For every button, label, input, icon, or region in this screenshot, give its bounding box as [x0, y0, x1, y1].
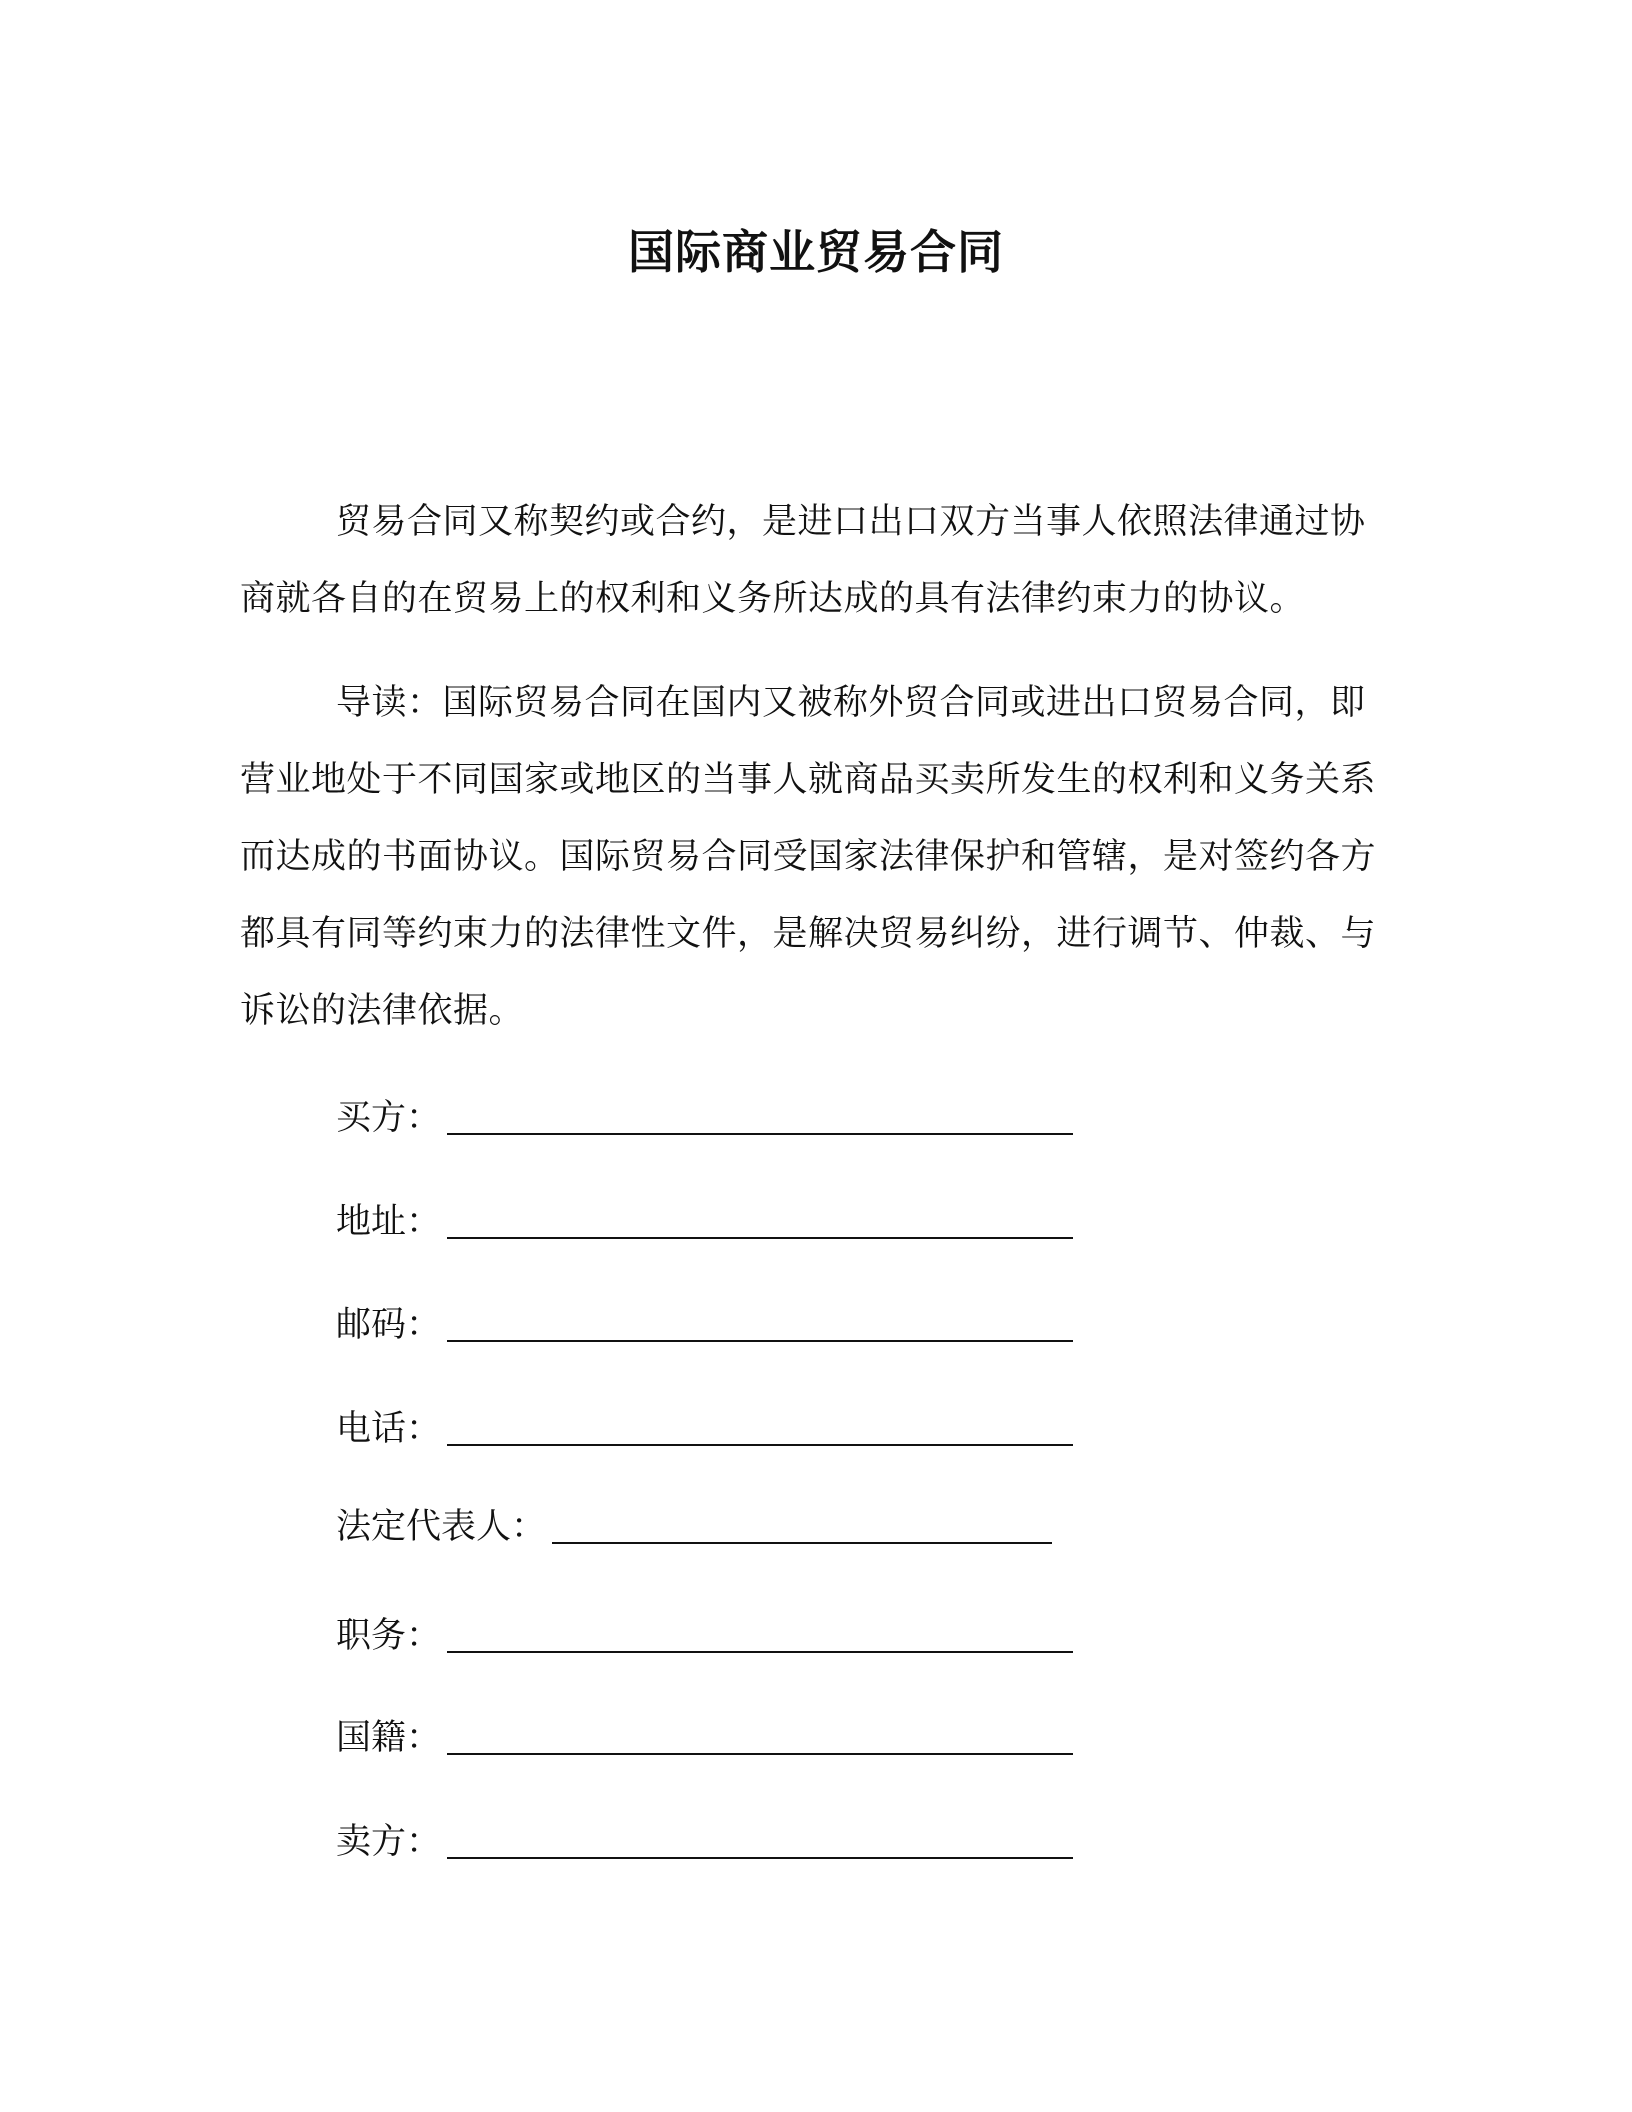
address-field	[336, 1197, 1073, 1247]
postcode-label: 邮码：	[336, 1305, 442, 1345]
nationality-field	[336, 1713, 1073, 1763]
position-blank-line[interactable]	[447, 1617, 1073, 1653]
legal-representative-field	[336, 1502, 1052, 1552]
phone-blank-line[interactable]	[447, 1410, 1073, 1446]
nationality-label: 国籍：	[336, 1718, 442, 1758]
postcode-blank-line[interactable]	[447, 1306, 1073, 1342]
position-field	[336, 1611, 1073, 1661]
seller-label: 卖方：	[336, 1822, 442, 1862]
guide-paragraph: 导读：国际贸易合同在国内又被称外贸合同或进出口贸易合同，即营业地处于不同国家或地区的当事人就商品买卖所发生的权利和义务关系而达成的书面协议。国际贸易合同受国家法律保护和管辖，是对签约各方都具有同等约束力的法律性文件，是解决贸易纠纷，进行调节、仲裁、与诉讼的法律依据。	[240, 683, 1377, 1031]
legal-representative-blank-line[interactable]	[552, 1508, 1052, 1544]
seller-field	[336, 1817, 1073, 1867]
position-label: 职务：	[336, 1616, 442, 1656]
nationality-blank-line[interactable]	[447, 1719, 1073, 1755]
address-label: 地址：	[336, 1202, 442, 1242]
intro-paragraph: 贸易合同又称契约或合约，是进口出口双方当事人依照法律通过协商就各自的在贸易上的权利和义务所达成的具有法律约束力的协议。	[240, 502, 1366, 619]
phone-label: 电话：	[336, 1409, 442, 1449]
buyer-label: 买方：	[336, 1098, 442, 1138]
buyer-field	[336, 1093, 1073, 1143]
seller-blank-line[interactable]	[447, 1823, 1073, 1859]
buyer-blank-line[interactable]	[447, 1099, 1073, 1135]
phone-field	[336, 1404, 1073, 1454]
postcode-field	[336, 1300, 1073, 1350]
document-title: 国际商业贸易合同	[628, 225, 1004, 279]
address-blank-line[interactable]	[447, 1203, 1073, 1239]
legal-representative-label: 法定代表人：	[336, 1507, 547, 1547]
